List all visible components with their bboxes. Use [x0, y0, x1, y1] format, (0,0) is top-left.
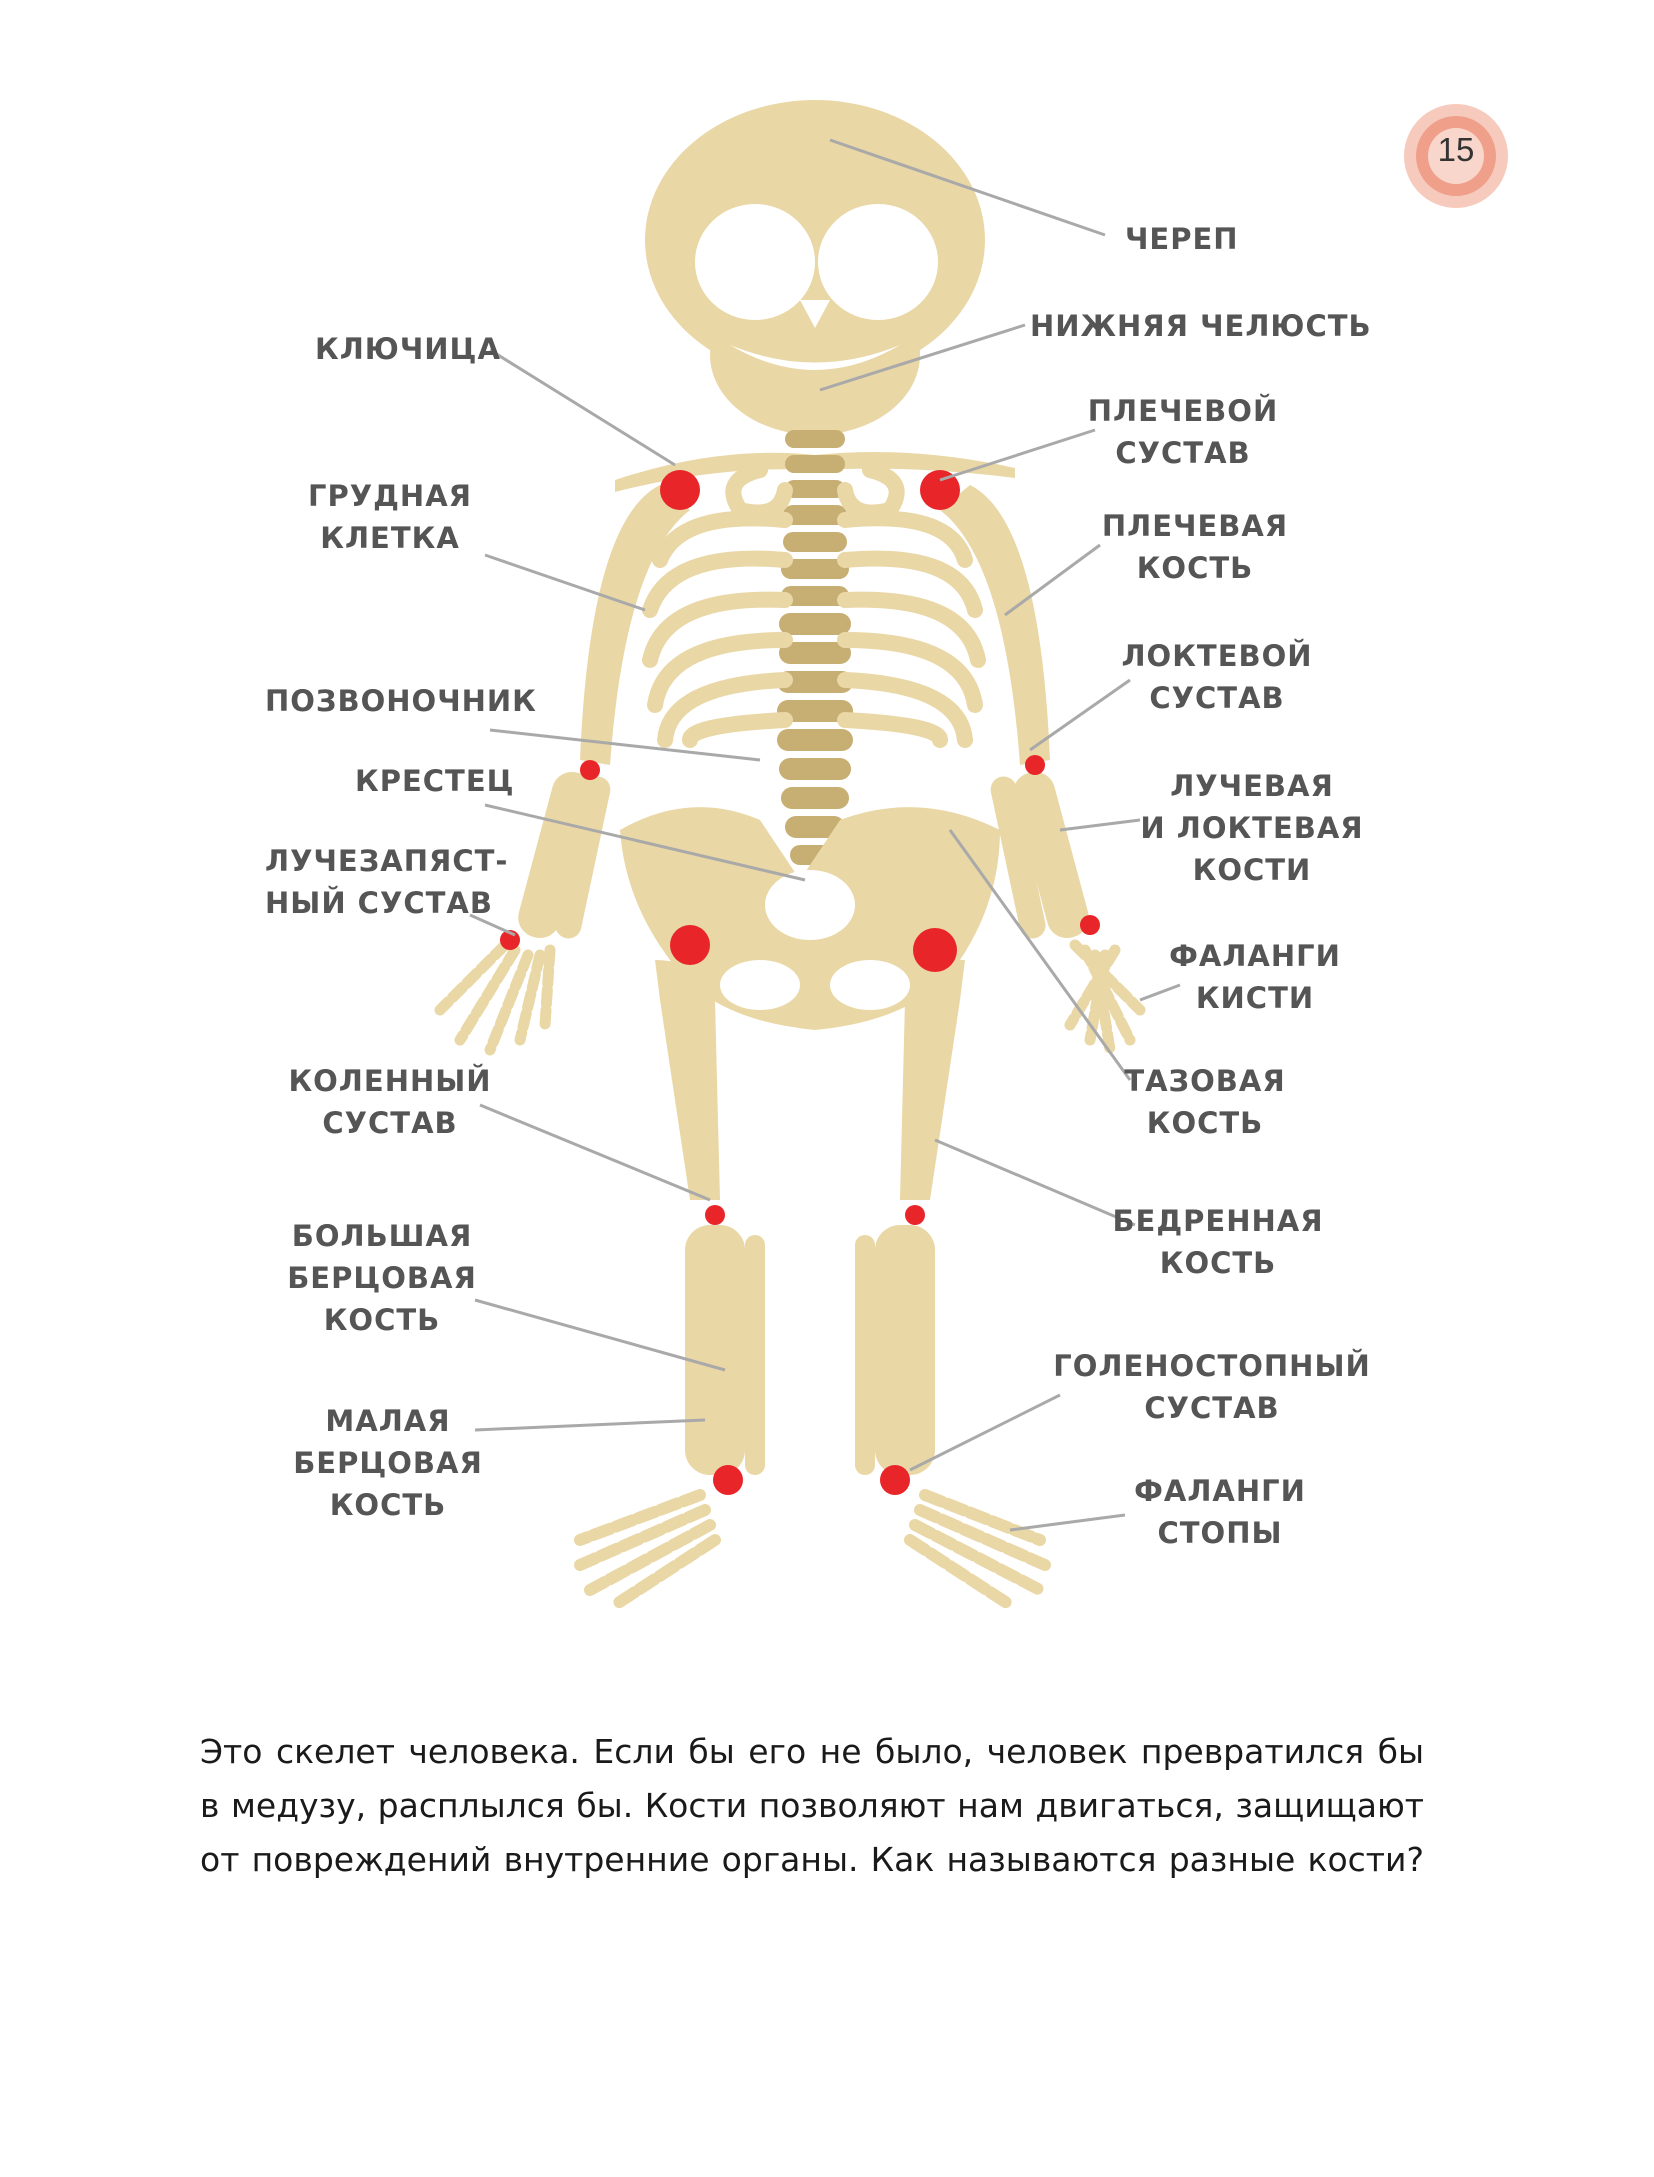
- label-humerus: ПЛЕЧЕВАЯ КОСТЬ: [1101, 509, 1289, 585]
- hip-joint-right: [913, 928, 957, 972]
- label-femur: БЕДРЕННАЯ КОСТЬ: [1112, 1204, 1324, 1280]
- label-ribcage: ГРУДНАЯ КЛЕТКА: [308, 479, 472, 555]
- label-hand-phalanges: ФАЛАНГИ КИСТИ: [1169, 939, 1341, 1015]
- knee-joint-left: [705, 1205, 725, 1225]
- label-knee-joint: КОЛЕННЫЙ СУСТАВ: [288, 1064, 492, 1140]
- label-radius-ulna: ЛУЧЕВАЯ И ЛОКТЕВАЯ КОСТИ: [1140, 769, 1364, 887]
- label-foot-phalanges: ФАЛАНГИ СТОПЫ: [1134, 1474, 1306, 1550]
- wrist-joint-right: [1080, 915, 1100, 935]
- elbow-joint-right: [1025, 755, 1045, 775]
- label-fibula: МАЛАЯ БЕРЦОВАЯ КОСТЬ: [293, 1404, 483, 1522]
- skull: [645, 100, 985, 435]
- label-tibia: БОЛЬШАЯ БЕРЦОВАЯ КОСТЬ: [287, 1219, 477, 1337]
- knee-joint-right: [905, 1205, 925, 1225]
- label-spine: ПОЗВОНОЧНИК: [265, 684, 537, 718]
- label-elbow-joint: ЛОКТЕВОЙ СУСТАВ: [1121, 639, 1313, 715]
- label-ankle-joint: ГОЛЕНОСТОПНЫЙ СУСТАВ: [1053, 1349, 1371, 1425]
- feet: [580, 1495, 1045, 1605]
- ankle-joint-right: [880, 1465, 910, 1495]
- elbow-joint-left: [580, 760, 600, 780]
- hip-joint-left: [670, 925, 710, 965]
- label-clavicle: КЛЮЧИЦА: [315, 332, 501, 366]
- label-wrist-joint: ЛУЧЕЗАПЯСТ- НЫЙ СУСТАВ: [265, 844, 509, 920]
- label-shoulder-joint: ПЛЕЧЕВОЙ СУСТАВ: [1087, 394, 1279, 470]
- description-paragraph: Это скелет человека. Если бы его не было, человек превратился бы в медузу, расплылся бы. Кости позволяют нам двигаться, защищают от повреждений внутренние органы. Как называются разные кости?: [200, 1732, 1424, 1879]
- label-sacrum: КРЕСТЕЦ: [355, 764, 515, 798]
- page-number: 15: [1437, 131, 1475, 168]
- shoulder-joint-left: [660, 470, 700, 510]
- label-skull: ЧЕРЕП: [1125, 222, 1239, 256]
- ankle-joint-left: [713, 1465, 743, 1495]
- label-jaw: НИЖНЯЯ ЧЕЛЮСТЬ: [1030, 309, 1372, 343]
- label-pelvis: ТАЗОВАЯ КОСТЬ: [1124, 1064, 1286, 1140]
